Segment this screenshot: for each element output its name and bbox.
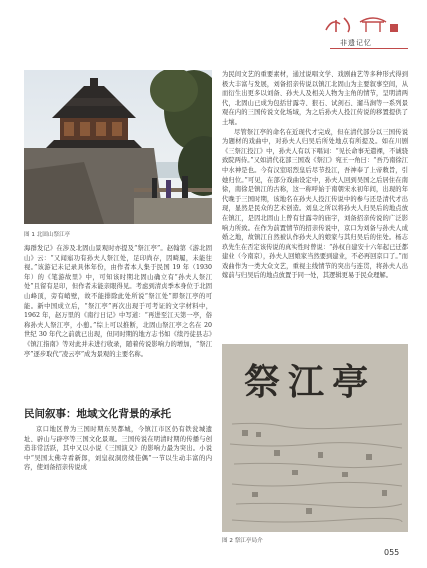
right-paragraph-2: 尽管祭江亭的命名在近现代才完成，但在清代部分以三国传说为题材的戏曲中，对孙夫人归吴后所处地点有所提及。如在川剧《三祭江投江》中，孙夫人有以下唱词：“见长命事无遣裸，不诚骁致院两侍。”又如清代花部三国戏《祭江》宛王一角曰：“吾乃南徐江中水神是也。今有汉室昭烈皇后尽节投江，吾神奉了上帝敕旨，引她归位。”可见，在部分戏曲设定中，孙夫人回到吴国之后居住在南徐，南徐是镇江的古称，这一称呼始于南朝宋永初年间，出现的年代晚于三国时期，该地名在孙夫人投江传说中的参与还是清代才出现，显然是民众的艺术创造。刘皇之所以将孙夫人归吴后的地点放在镇江，是因北固山上曾有甘露寺的庙宇，刘备招亲传说的广泛影响力所致。在作为前置情节的招亲传说中，京口为刘备与孙夫人成婚之地，故镇江自然被认作孙夫人的娘家与其归吴后的住处。杨志玖先生在否定该传说的真实性时曾说：“孙权自建安十六年起已迁都建业（今南京），孙夫人回娘家当然要到建业，不必再回京口了。”而戏曲作为一类大众文艺，重视主线情节的突出与连贯，将孙夫人出嫁前与归吴后的地点放置于同一处，其逻辑更易于民众理解。: [222, 128, 408, 280]
right-paragraph-1: 为民间文艺的重要素材，通过说唱文学、戏剧曲艺等多种形式得到极大丰富与发展，刘备招亲传说以镇江北固山为主要叙事空间，从而衍生出更多以刘备、孙夫人及相关人物为主角的情节，呈明清两代，北固山已成为包括甘露寺、狠石、试剑石、遛马涧等一系列景观在内的三国传说文化场域，为之后孙夫人投江传说的移置提供了土壤。: [222, 71, 408, 126]
left-column-text: [24, 244, 212, 359]
section-heading: 民间叙事：地域文化背景的承托: [24, 408, 171, 420]
stele-sign-text: 祭江亭: [244, 361, 377, 403]
left-paragraph-1: 海群发记》在涉及北固山景观时亦提及“祭江亭”。赵翰第《游北固山》云：“又闻寤功有孙夫人祭江处，足印尚存，因畸履，未能往视。”该游记未记录具体年份，由作者本人集于民国 19 年（1930 年）的《笔游故里》中，可知该时期北固山确立有“孙夫人祭江处”且留有足印，但作者未能亲眼得见。考虑到清贞季本身位于北固山峰顶，旁有峭壁，故不能排除此处所说“祭江处”即祭江亭的可能。新中国成立后，“祭江亭”再次出现于可考证的文字材料中，1962 年，赵万里的《南行日记》中写道：“再进至江天第一亭，俗称孙夫人祭江亭，小憩。”综上可以推断，北固山祭江亭之名在 20 世纪 30 年代之前就已出现，但同时期的地方志书如《续丹徒县志》《镇江指南》等对此并未进行收录，随着传说影响力的增加，“祭江亭”逐步取代“凌云亭”成为景观的主要名称。: [24, 245, 212, 358]
header-rule: [330, 48, 408, 49]
section-label: 非遗记忆: [340, 39, 372, 47]
figure2-caption: 图 2 祭江亭局介: [222, 538, 263, 544]
figure1-photo: [24, 70, 212, 224]
pavilion-calligraphy-logo-icon: [322, 14, 402, 36]
page-number: 055: [384, 548, 400, 557]
right-column-text: [222, 70, 408, 281]
left-paragraph-2: 京口地区曾为三国时期东吴都城，今镇江市区仍有铁瓮城遗址、辟山与辟亭等三国文化景观。三国传说在明清时期的传播与创造非常活跃，其中又以小说《三国演义》的影响力最为突出。小说中“吴国太佛寺看新郎，刘皇叔洞房续佳偶”一节以生动丰富的内容，使刘备招亲传说成: [24, 426, 212, 472]
figure2-photo: [222, 344, 408, 532]
left-column-text-2: [24, 425, 212, 473]
figure1-caption: 图 1 北固山祭江亭: [24, 232, 71, 238]
